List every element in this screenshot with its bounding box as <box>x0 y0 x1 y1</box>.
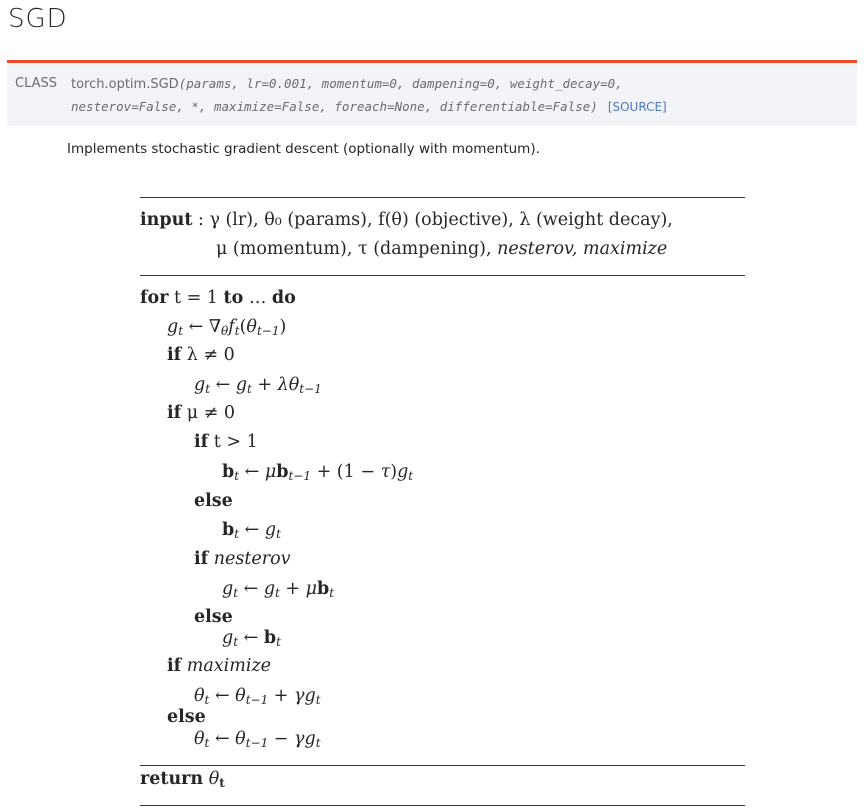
if-nesterov-line <box>194 549 291 569</box>
else-keyword: else <box>194 491 233 511</box>
algorithm-mid-rule <box>140 275 745 276</box>
else-line-2 <box>194 607 233 627</box>
for-expression: t = 1 <box>168 288 224 308</box>
signature-name: torch.optim.SGD <box>71 77 179 92</box>
for-keyword: for <box>140 288 169 308</box>
ascent-update-line: $\theta_t$ ← $\theta_{t-1} + \gamma g_t$ <box>194 686 321 707</box>
else-keyword: else <box>167 707 206 727</box>
cond-t: t > 1 <box>208 432 258 452</box>
signature-kind-label: CLASS <box>15 76 58 91</box>
cond-maximize: maximize <box>186 656 272 676</box>
signature-close-paren: ) <box>590 99 598 114</box>
signature-line-2 <box>71 99 667 115</box>
descent-update-line: $\theta_t$ ← $\theta_{t-1} - \gamma g_t$ <box>194 729 321 750</box>
else-line-3 <box>167 707 206 727</box>
signature-params-line-2: nesterov=False, *, maximize=False, foreach=None, differentiable=False <box>71 99 591 114</box>
if-keyword: if <box>194 432 209 452</box>
if-keyword: if <box>194 549 209 569</box>
else-line-1 <box>194 491 233 511</box>
source-link[interactable]: [SOURCE] <box>607 100 667 114</box>
algorithm-final-rule <box>140 805 745 806</box>
if-lambda-line <box>167 345 235 365</box>
for-dots: … <box>243 288 272 308</box>
for-line <box>140 288 296 308</box>
signature-line-1 <box>71 76 623 92</box>
description: Implements stochastic gradient descent (optionally with momentum). <box>67 141 540 157</box>
if-keyword: if <box>167 345 182 365</box>
input-keyword: input <box>140 210 193 230</box>
input-text-2: μ (momentum), τ (dampening), <box>216 239 492 259</box>
input-line-1 <box>140 210 673 230</box>
to-keyword: to <box>223 288 244 308</box>
momentum-init-line: $b_t$ ← $g_t$ <box>222 520 281 541</box>
grad-set-line: $g_t$ ← $b_t$ <box>222 628 281 649</box>
algorithm-top-rule <box>140 197 745 198</box>
if-t-line <box>194 432 258 452</box>
grad-line: $g_t$ ← $\nabla_\theta f_t(\theta_{t-1})$ <box>167 317 287 338</box>
signature-open-paren: ( <box>178 76 187 91</box>
algorithm-box <box>140 197 745 807</box>
weight-decay-line: $g_t$ ← $g_t + \lambda\theta_{t-1}$ <box>194 375 322 396</box>
input-line-2 <box>216 239 667 259</box>
cond-lambda: λ ≠ 0 <box>181 345 235 365</box>
else-keyword: else <box>194 607 233 627</box>
do-keyword: do <box>271 288 296 308</box>
momentum-update-line: $b_t$ ← $\mu b_{t-1} + (1 - \tau)g_t$ <box>222 462 414 483</box>
signature-params-line-1: params, lr=0.001, momentum=0, dampening=0, weight_decay=0, <box>186 76 623 91</box>
input-text-1: : γ (lr), θ₀ (params), f(θ) (objective), λ (weight decay), <box>192 210 673 230</box>
if-keyword: if <box>167 656 182 676</box>
signature-box <box>7 60 857 126</box>
algorithm-bottom-rule <box>140 765 745 766</box>
cond-mu: μ ≠ 0 <box>181 403 236 423</box>
page-title: SGD <box>8 4 68 34</box>
return-line: return $\theta_t$ <box>140 769 225 790</box>
if-maximize-line <box>167 656 271 676</box>
return-keyword: return <box>140 769 204 789</box>
if-mu-line <box>167 403 235 423</box>
if-keyword: if <box>167 403 182 423</box>
input-text-2-italic: nesterov, maximize <box>497 239 668 259</box>
nesterov-update-line: $g_t$ ← $g_t + \mu b_t$ <box>222 579 335 600</box>
cond-nesterov: nesterov <box>213 549 291 569</box>
